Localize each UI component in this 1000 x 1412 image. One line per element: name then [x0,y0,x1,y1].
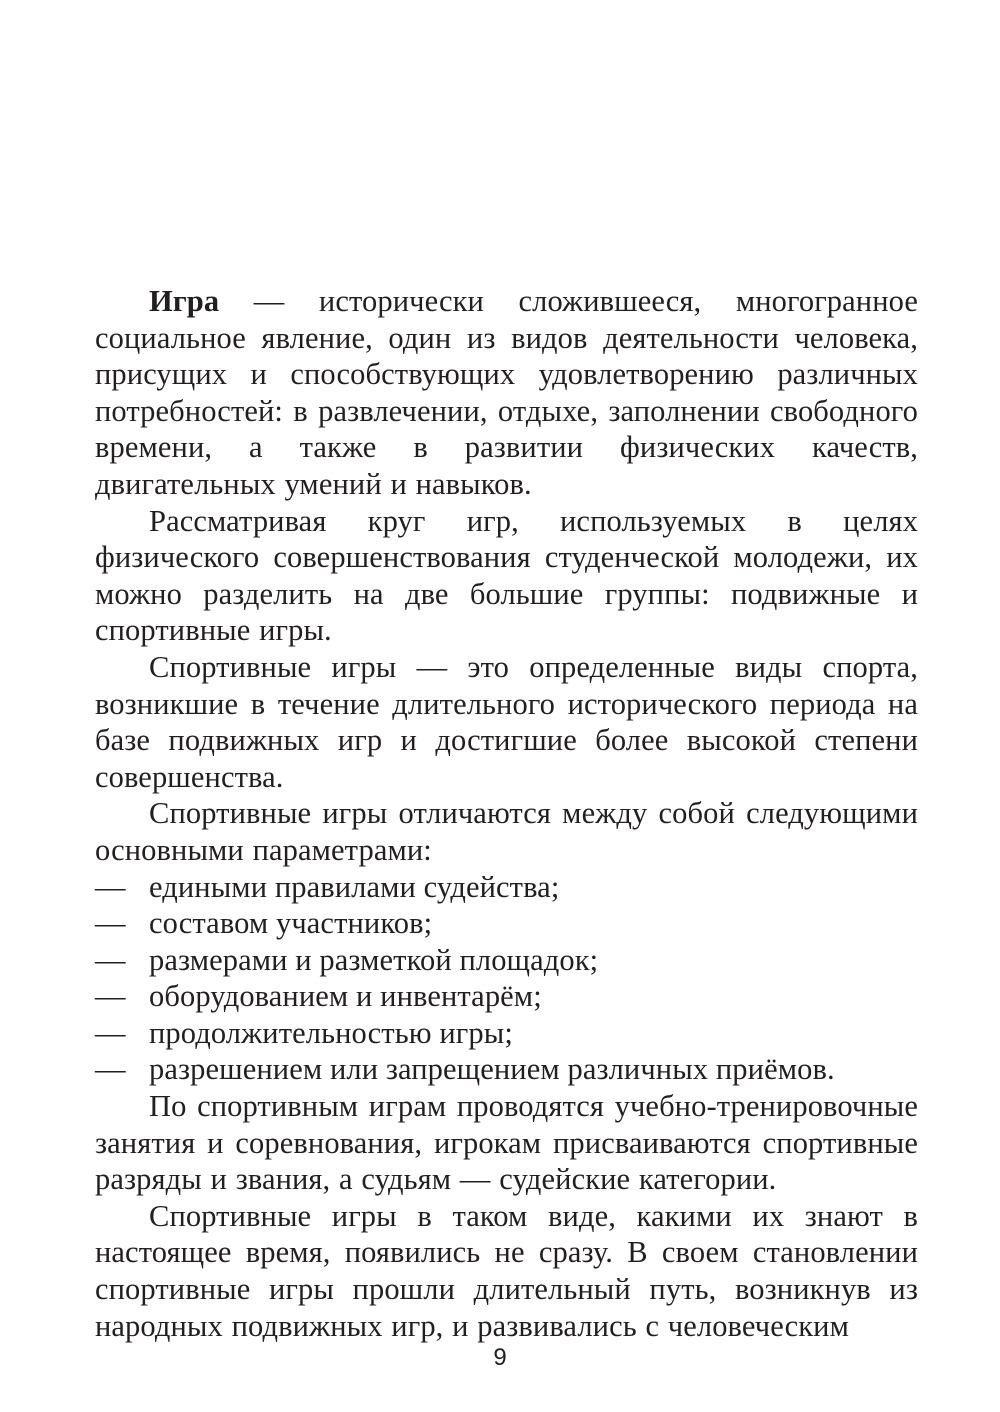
body-text [95,283,918,1344]
list-item [95,978,918,1015]
list-item-text: размерами и разметкой площадок; [149,942,599,977]
definition-text: — исторически сложившееся, многогранное социальное явление, один из видов деятельности человека, присущих и способствующих удовлетворению различных потребностей: в развлечении, отдыхе, заполнении свободного времени, а также в развитии физических качеств, двигательных умений и навыков. [95,284,918,501]
paragraph: Спортивные игры — это определенные виды спорта, возникшие в течение длительного исторического периода на базе подвижных игр и достигшие более высокой степени совершенства. [95,649,918,794]
defined-term: Игра [149,284,220,318]
list-item-text: едиными правилами судейства; [149,869,560,904]
list-item-text: разрешением или запрещением различных приёмов. [149,1052,835,1087]
paragraph: Рассматривая круг игр, используемых в целях физического совершенствования студенческой молодежи, их можно разделить на две большие группы: подвижные и спортивные игры. [95,503,918,648]
list-dash: — [95,1052,126,1087]
paragraph: Спортивные игры отличаются между собой следующими основными параметрами: [95,796,918,867]
list-item [95,905,918,942]
paragraph: По спортивным играм проводятся учебно-тренировочные занятия и соревнования, игрокам присваиваются спортивные разряды и звания, а судьям — судейские категории. [95,1089,918,1197]
list-item-text: продолжительностью игры; [149,1015,513,1050]
list-item [95,942,918,979]
list-item [95,1015,918,1052]
list-dash: — [95,942,126,977]
list-item [95,1051,918,1088]
list-item [95,869,918,906]
parameters-list [95,869,918,1089]
list-item-text: составом участников; [149,906,433,941]
list-dash: — [95,869,126,904]
paragraph-definition [95,283,918,503]
list-dash: — [95,906,126,941]
list-item-text: оборудованием и инвентарём; [149,979,542,1014]
list-dash: — [95,1015,126,1050]
list-dash: — [95,979,126,1014]
paragraph: Спортивные игры в таком виде, какими их знают в настоящее время, появились не сразу. В своем становлении спортивные игры прошли длительный путь, возникнув из народных подвижных игр, и развивались с человеческим [95,1198,918,1343]
page-number: 9 [493,1344,507,1371]
